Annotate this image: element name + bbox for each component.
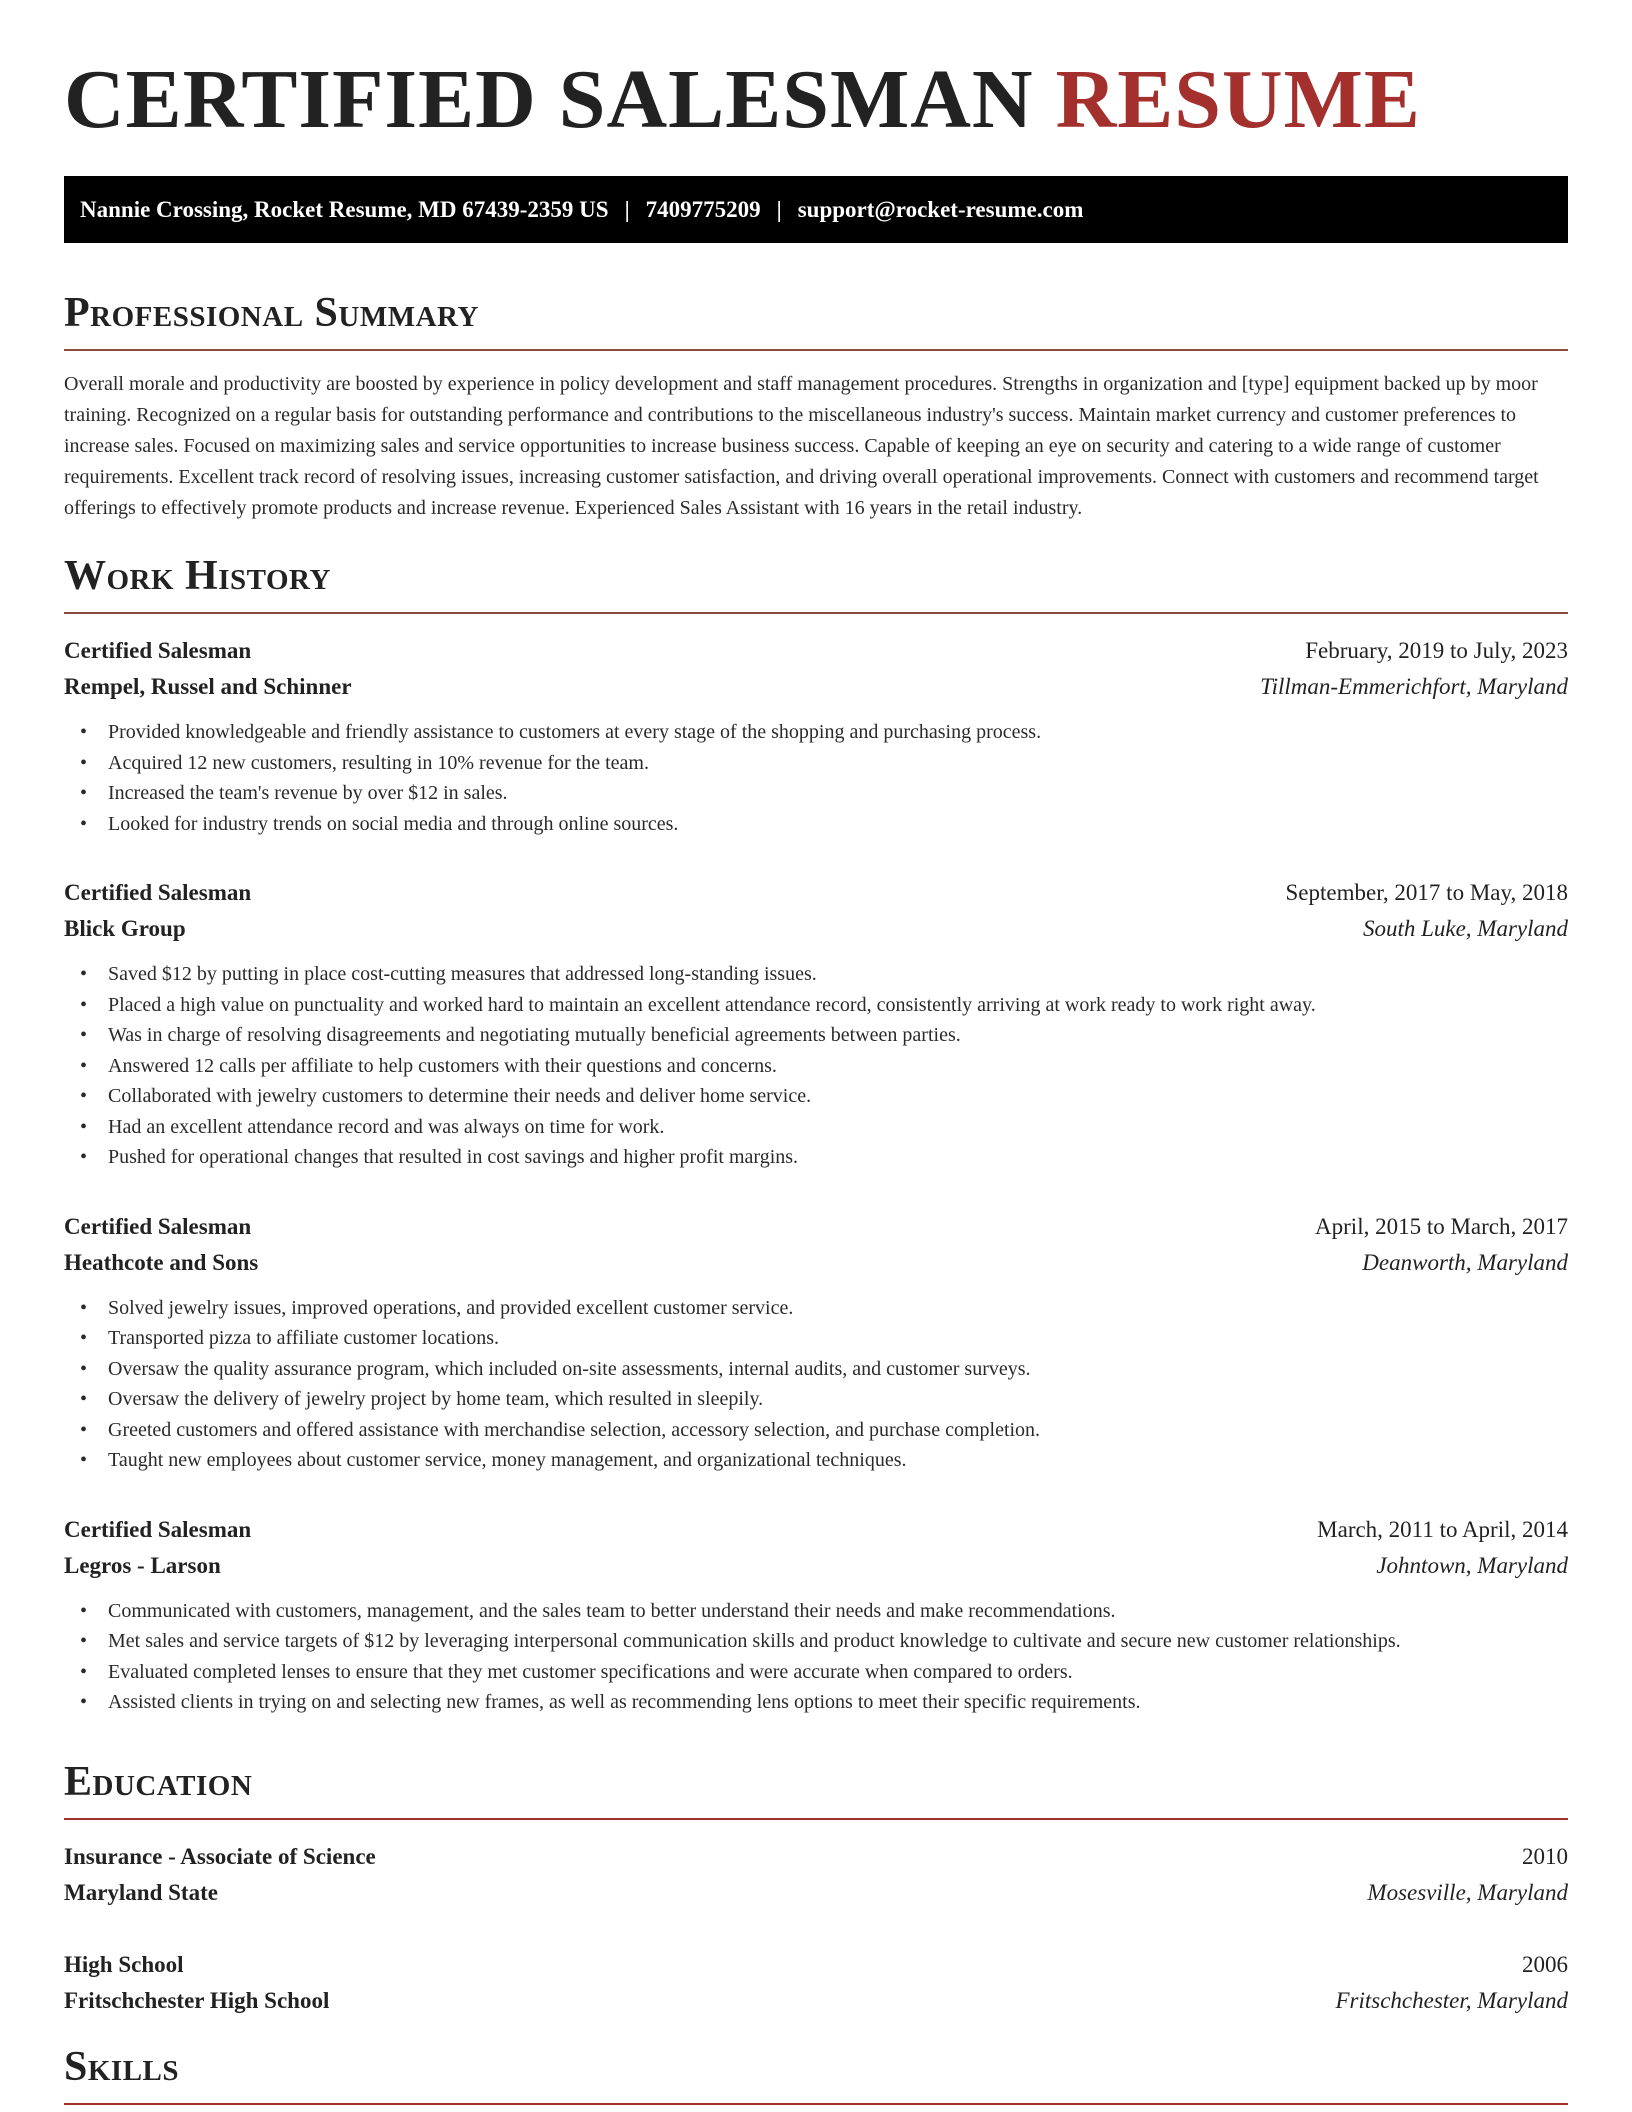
job-duty: • Collaborated with jewelry customers to determine their needs and deliver home service. <box>64 1081 1568 1112</box>
section-divider <box>64 2103 1568 2105</box>
job-location: Johntown, Maryland <box>1376 1552 1568 1578</box>
education-location: Mosesville, Maryland <box>1367 1880 1568 1905</box>
education-section <box>64 1761 1568 2019</box>
job-duties <box>64 959 1568 1173</box>
education-location: Fritschchester, Maryland <box>1335 1988 1568 2013</box>
job-duty: • Greeted customers and offered assistance with merchandise selection, accessory selection, and purchase completion. <box>64 1415 1568 1446</box>
section-divider <box>64 612 1568 614</box>
contact-separator: | <box>624 196 630 222</box>
section-divider <box>64 1818 1568 1820</box>
job-duty: • Pushed for operational changes that resulted in cost savings and higher profit margins. <box>64 1142 1568 1173</box>
job-location: Tillman-Emmerichfort, Maryland <box>1260 674 1568 699</box>
job-duty: • Placed a high value on punctuality and worked hard to maintain an excellent attendance record, consistently arriving at work ready to work right away. <box>64 990 1568 1021</box>
job-duty: • Met sales and service targets of $12 by leveraging interpersonal communication skills and product knowledge to cultivate and secure new customer relationships. <box>64 1626 1568 1657</box>
job-duties <box>64 717 1568 839</box>
education-school: Maryland State <box>64 1880 218 1905</box>
job-location: South Luke, Maryland <box>1362 916 1568 941</box>
education-entry <box>64 1947 1568 2019</box>
job-duty: • Solved jewelry issues, improved operations, and provided excellent customer service. <box>64 1293 1568 1324</box>
job-duty: • Communicated with customers, management, and the sales team to better understand their needs and make recommendations. <box>64 1596 1568 1627</box>
job-title: Certified Salesman <box>64 880 252 905</box>
job-title: Certified Salesman <box>64 638 252 663</box>
job-dates: February, 2019 to July, 2023 <box>1305 638 1568 663</box>
summary-heading: Professional Summary <box>64 290 479 336</box>
title-main: CERTIFIED SALESMAN <box>64 53 1034 146</box>
job-duties <box>64 1293 1568 1476</box>
resume-title <box>64 53 1421 146</box>
job-duty: • Provided knowledgeable and friendly assistance to customers at every stage of the shopping and purchasing process. <box>64 717 1568 748</box>
contact-separator: | <box>776 196 782 222</box>
job-entry <box>64 1512 1568 1718</box>
education-heading: Education <box>64 1759 253 1805</box>
summary-text: Overall morale and productivity are boosted by experience in policy development and staff management procedures. Strengths in organization and [type] equipment backed up by moor training. Recognized on a regular basis for outstanding performance and contributions to the miscellaneous industry's success. Maintain market currency and customer preferences to increase sales. Focused on maximizing sales and service opportunities to increase business success. Capable of keeping an eye on security and catering to a wide range of customer requirements. Excellent track record of resolving issues, increasing customer satisfaction, and driving overall operational improvements. Connect with customers and recommend target offerings to effectively promote products and increase revenue. Experienced Sales Assistant with 16 years in the retail industry. <box>64 373 1539 519</box>
job-company: Rempel, Russel and Schinner <box>64 674 352 699</box>
job-dates: March, 2011 to April, 2014 <box>1317 1516 1568 1542</box>
work-history-section <box>64 555 1568 1718</box>
job-entry <box>64 875 1568 1173</box>
summary-section <box>64 292 1568 524</box>
job-duty: • Was in charge of resolving disagreements and negotiating mutually beneficial agreements between parties. <box>64 1020 1568 1051</box>
job-company: Blick Group <box>64 916 186 941</box>
job-duty: • Looked for industry trends on social media and through online sources. <box>64 809 1568 840</box>
job-duty: • Transported pizza to affiliate customer locations. <box>64 1323 1568 1354</box>
job-entry <box>64 633 1568 839</box>
education-degree: High School <box>64 1952 184 1977</box>
job-duty: • Assisted clients in trying on and selecting new frames, as well as recommending lens options to meet their specific requirements. <box>64 1687 1568 1718</box>
job-duty: • Had an excellent attendance record and was always on time for work. <box>64 1112 1568 1143</box>
job-company: Heathcote and Sons <box>64 1249 259 1275</box>
job-duty: • Evaluated completed lenses to ensure that they met customer specifications and were accurate when compared to orders. <box>64 1657 1568 1688</box>
job-title: Certified Salesman <box>64 1213 252 1239</box>
job-duty: • Acquired 12 new customers, resulting in 10% revenue for the team. <box>64 748 1568 779</box>
job-dates: September, 2017 to May, 2018 <box>1285 880 1568 905</box>
education-school: Fritschchester High School <box>64 1988 330 2013</box>
education-year: 2010 <box>1522 1844 1568 1869</box>
job-duty: • Oversaw the quality assurance program, which included on-site assessments, internal audits, and customer surveys. <box>64 1354 1568 1385</box>
job-duty: • Oversaw the delivery of jewelry project by home team, which resulted in sleepily. <box>64 1384 1568 1415</box>
skills-heading: Skills <box>64 2044 180 2090</box>
education-entry <box>64 1839 1568 1911</box>
job-entry <box>64 1209 1568 1476</box>
contact-email: support@rocket-resume.com <box>797 196 1084 222</box>
work-history-heading: Work History <box>64 553 331 599</box>
job-duty: • Answered 12 calls per affiliate to help customers with their questions and concerns. <box>64 1051 1568 1082</box>
job-duty: • Saved $12 by putting in place cost-cutting measures that addressed long-standing issues. <box>64 959 1568 990</box>
education-year: 2006 <box>1522 1952 1568 1977</box>
title-accent: RESUME <box>1055 53 1421 146</box>
job-title: Certified Salesman <box>64 1516 252 1542</box>
skills-section <box>64 2046 1568 2105</box>
contact-address: Nannie Crossing, Rocket Resume, MD 67439-2359 US <box>80 196 609 222</box>
job-duty: • Increased the team's revenue by over $12 in sales. <box>64 778 1568 809</box>
contact-bar <box>64 176 1568 243</box>
job-duties <box>64 1596 1568 1718</box>
job-duty: • Taught new employees about customer service, money management, and organizational techniques. <box>64 1445 1568 1476</box>
contact-phone: 7409775209 <box>645 196 761 222</box>
education-degree: Insurance - Associate of Science <box>64 1844 376 1869</box>
job-company: Legros - Larson <box>64 1552 221 1578</box>
job-location: Deanworth, Maryland <box>1362 1249 1568 1275</box>
job-dates: April, 2015 to March, 2017 <box>1315 1213 1568 1239</box>
section-divider <box>64 349 1568 351</box>
